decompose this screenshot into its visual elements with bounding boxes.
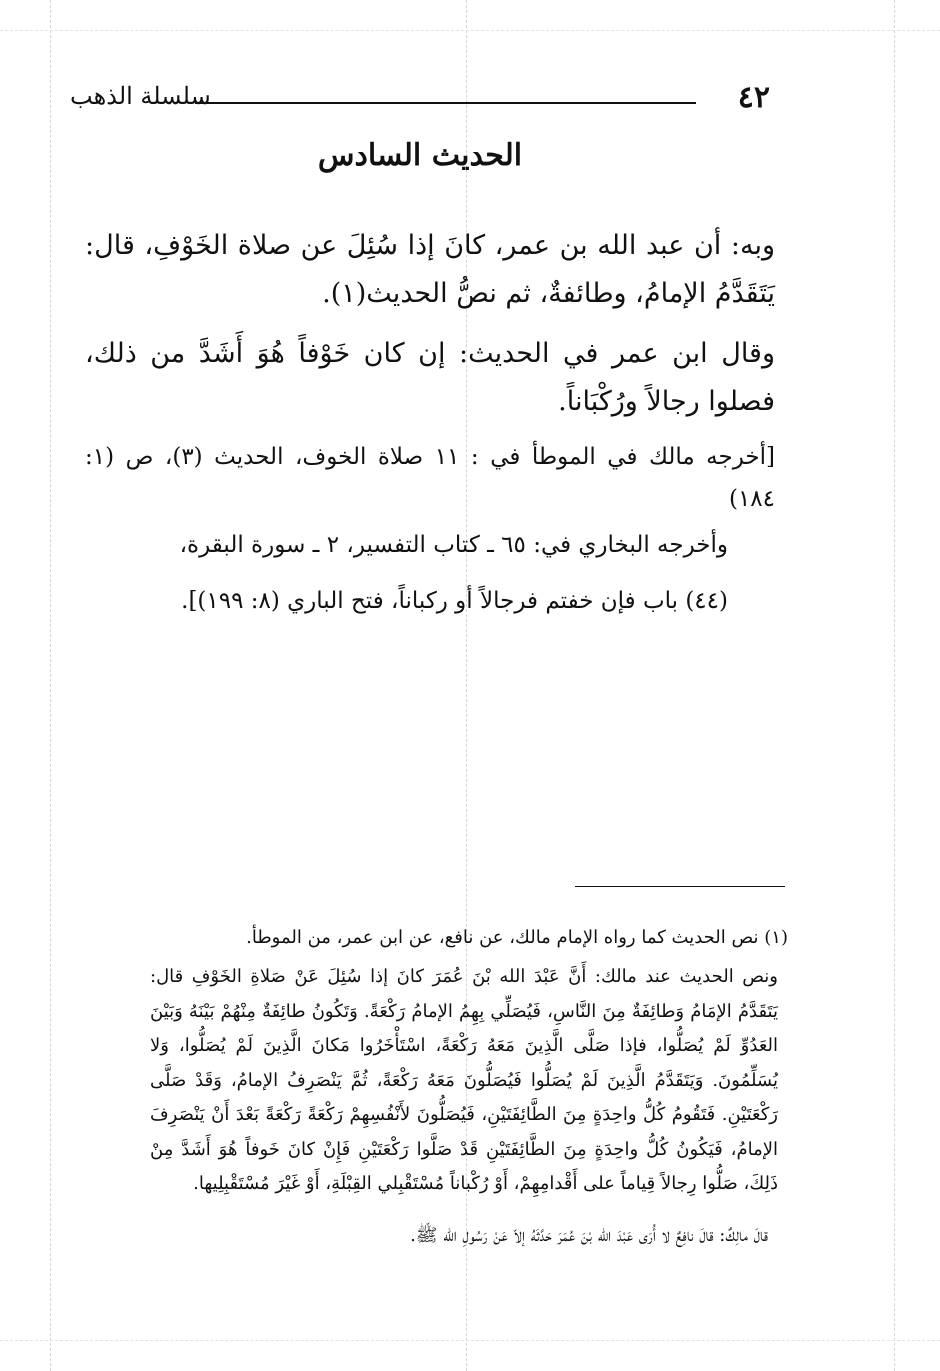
chapter-title: الحديث السادس [317,138,523,173]
scan-guide-line [0,1340,940,1341]
footnote-rule [575,886,785,887]
source-citation: (٤٤) باب فإن خفتم فرجالاً أو ركباناً، فتح الباري (٨: ١٩٩)]. [181,588,728,614]
scan-guide-line [894,0,895,1371]
hadith-paragraph: وبه: أن عبد الله بن عمر، كانَ إذا سُئِلَ عن صلاة الخَوْفِ، قال: يَتَقَدَّمُ الإمامُ، وطائفةٌ، ثم نصُّ الحديث(١). [85,230,775,309]
footnote-closing: قالَ مالِكٌ: قالَ نافِعٌ لا أُرَى عَبْدَ الله بْنَ عُمَرَ حَدَّثَهُ إلاّ عَنْ رَسُولِ الله ﷺ. [410,1225,768,1246]
scan-guide-line [50,0,51,1371]
running-title: سلسلة الذهب [70,82,211,110]
hadith-paragraph: وقال ابن عمر في الحديث: إن كان خَوْفاً هُوَ أَشَدَّ من ذلك، فصلوا رجالاً ورُكْبَاناً. [85,338,775,417]
footnote-hadith-text: ونص الحديث عند مالك: أَنَّ عَبْدَ الله بْنَ عُمَرَ كانَ إذا سُئِلَ عَنْ صَلاةِ الخَوْفِ قال: يَتَقَدَّمُ الإمَامُ وَطائِفَةٌ مِنَ النَّاسِ، فَيُصَلِّي بِهِمُ الإمامُ رَكْعَةً. وَتَكُونُ طائِفَةٌ مِنْهُمْ بَيْنَهُ وَبَيْنَ العَدُوِّ لَمْ يُصَلُّوا، فإذا صَلَّى الَّذِينَ مَعَهُ رَكْعَةً، اسْتَأْخَرُوا مَكانَ الَّذِينَ لَمْ يُصَلُّوا، وَلا يُسَلِّمُونَ. وَيَتَقَدَّمُ الَّذِينَ لَمْ يُصَلُّوا فَيُصَلُّونَ مَعَهُ رَكْعَةً، ثُمَّ يَنْصَرِفُ الإمامُ، وَقَدْ صَلَّى رَكْعَتَيْنِ. فَتَقُومُ كُلُّ واحِدَةٍ مِنَ الطَّائِفَتَيْنِ، فَيُصَلُّونَ لأَنْفُسِهِمْ رَكْعَةً رَكْعَةً بَعْدَ أَنْ يَنْصَرِفَ الإمامُ، فَيَكُونُ كُلُّ واحِدَةٍ مِنَ الطَّائِفَتَيْنِ قَدْ صَلَّوا رَكْعَتَيْنِ فَإِنْ كانَ خَوفاً هُوَ أَشَدَّ مِنْ ذَلِكَ، صَلُّوا رِجالاً قِياماً على أَقْدامِهِمْ، أَوْ رُكْباناً مُسْتَقْبِلي القِبْلَةِ، أَوْ غَيْرَ مُسْتَقْبِلِيها. [150,966,778,1194]
footnote: (١) نص الحديث كما رواه الإمام مالك، عن نافع، عن ابن عمر، من الموطأ. [246,927,788,948]
scan-guide-line [0,30,940,31]
source-citation: وأخرجه البخاري في: ٦٥ ـ كتاب التفسير، ٢ ـ سورة البقرة، [179,532,728,558]
source-citation: [أخرجه مالك في الموطأ في : ١١ صلاة الخوف، الحديث (٣)، ص (١: ١٨٤) [85,444,775,512]
header-rule [195,102,696,104]
page-header [70,78,770,118]
page-number: ٤٢ [737,80,770,115]
